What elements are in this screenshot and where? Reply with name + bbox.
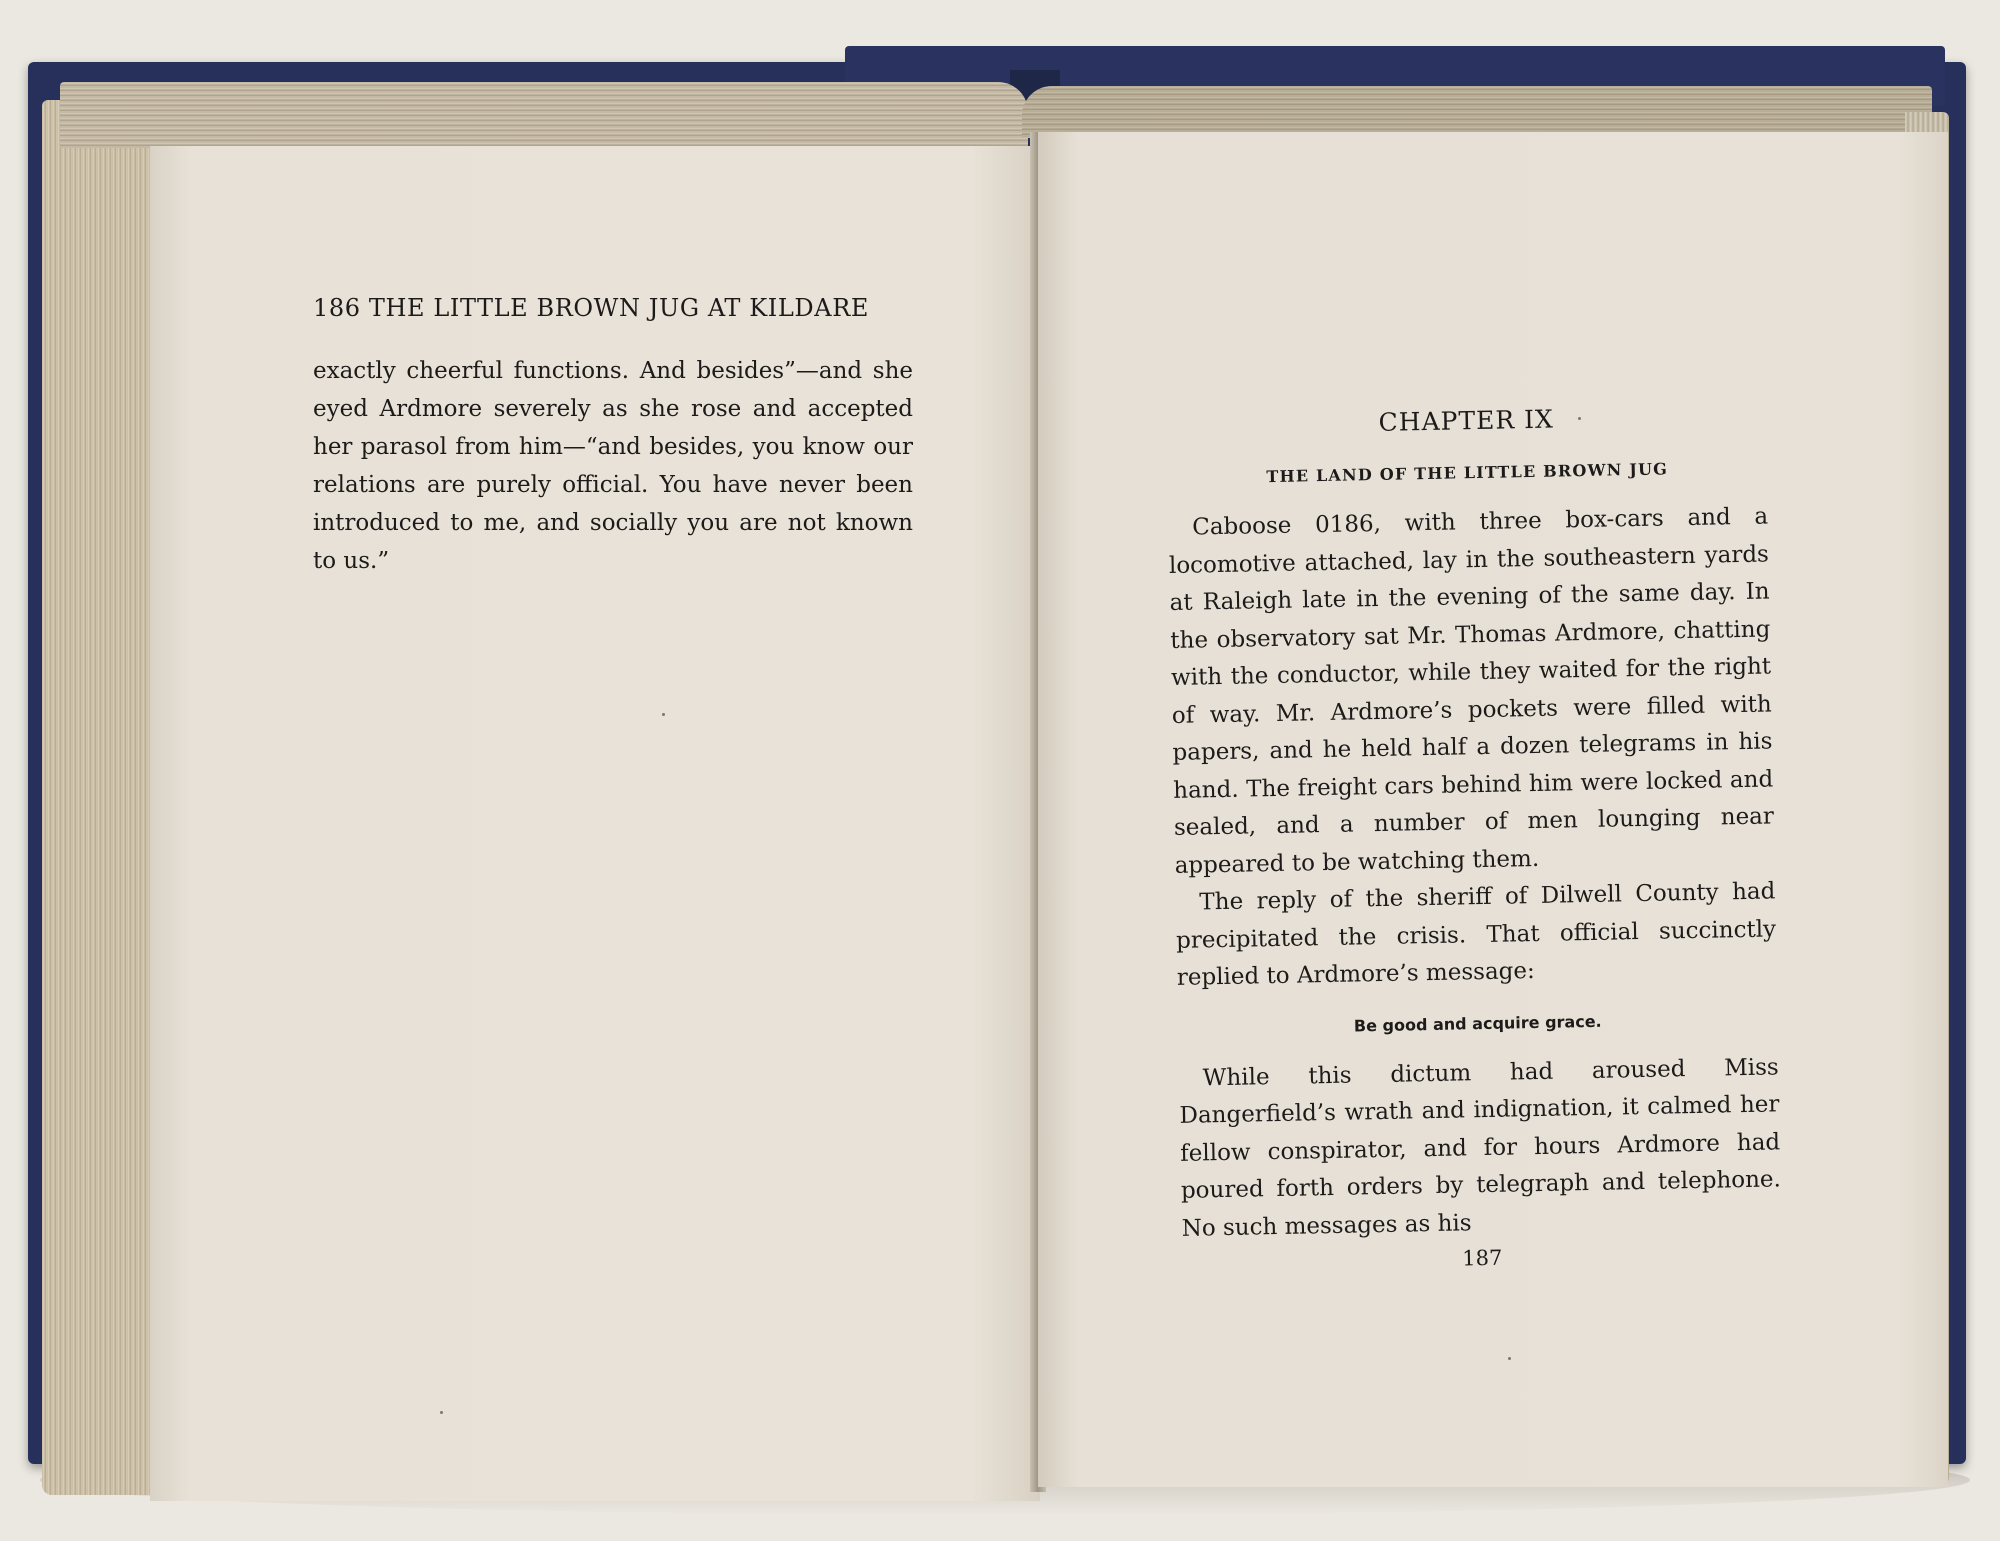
running-head: 186 THE LITTLE BROWN JUG AT KILDARE [313, 294, 869, 322]
paper-speck [1578, 417, 1581, 420]
right-top-page-edges [1022, 86, 1932, 138]
paragraph: The reply of the sheriff of Dilwell County had precipitated the crisis. That official succinctly replied to Ardmore’s message: [1175, 878, 1777, 991]
right-page [1038, 132, 1948, 1487]
chapter-title: CHAPTER IX [1378, 404, 1555, 437]
left-top-page-edges [60, 82, 1028, 148]
page-number: 187 [1462, 1245, 1503, 1271]
left-page [150, 146, 1040, 1501]
paper-speck [440, 1411, 443, 1414]
paragraph: While this dictum had aroused Miss Dangerfield’s wrath and indignation, it calmed her fellow conspirator, and for hours Ardmore had poured forth orders by telegraph and telephone. No such messages as his [1179, 1053, 1782, 1242]
left-page-edges [42, 100, 162, 1495]
paper-speck [1508, 1357, 1511, 1360]
left-page-text: exactly cheerful functions. And besides”—and she eyed Ardmore severely as she rose and accepted her parasol from him—“and besides, you know our relations are purely official. You have never been introduced to me, and socially you are not known to us.” [313, 358, 913, 574]
paper-speck [662, 713, 665, 716]
telegram-quote: Be good and acquire grace. [1353, 1011, 1602, 1036]
chapter-subtitle: THE LAND OF THE LITTLE BROWN JUG [1266, 459, 1669, 487]
paragraph: Caboose 0186, with three box-cars and a locomotive attached, lay in the southeastern yards at Raleigh late in the evening of the same day. In the observatory sat Mr. Thomas Ardmore, chatting with the conductor, while they waited for the right of way. Mr. Ardmore’s pockets were filled with papers, and he held half a dozen telegrams in his hand. The freight cars behind him were locked and sealed, and a number of men lounging near appeared to be watching them. [1168, 503, 1775, 879]
right-page-content [1166, 400, 1782, 1275]
